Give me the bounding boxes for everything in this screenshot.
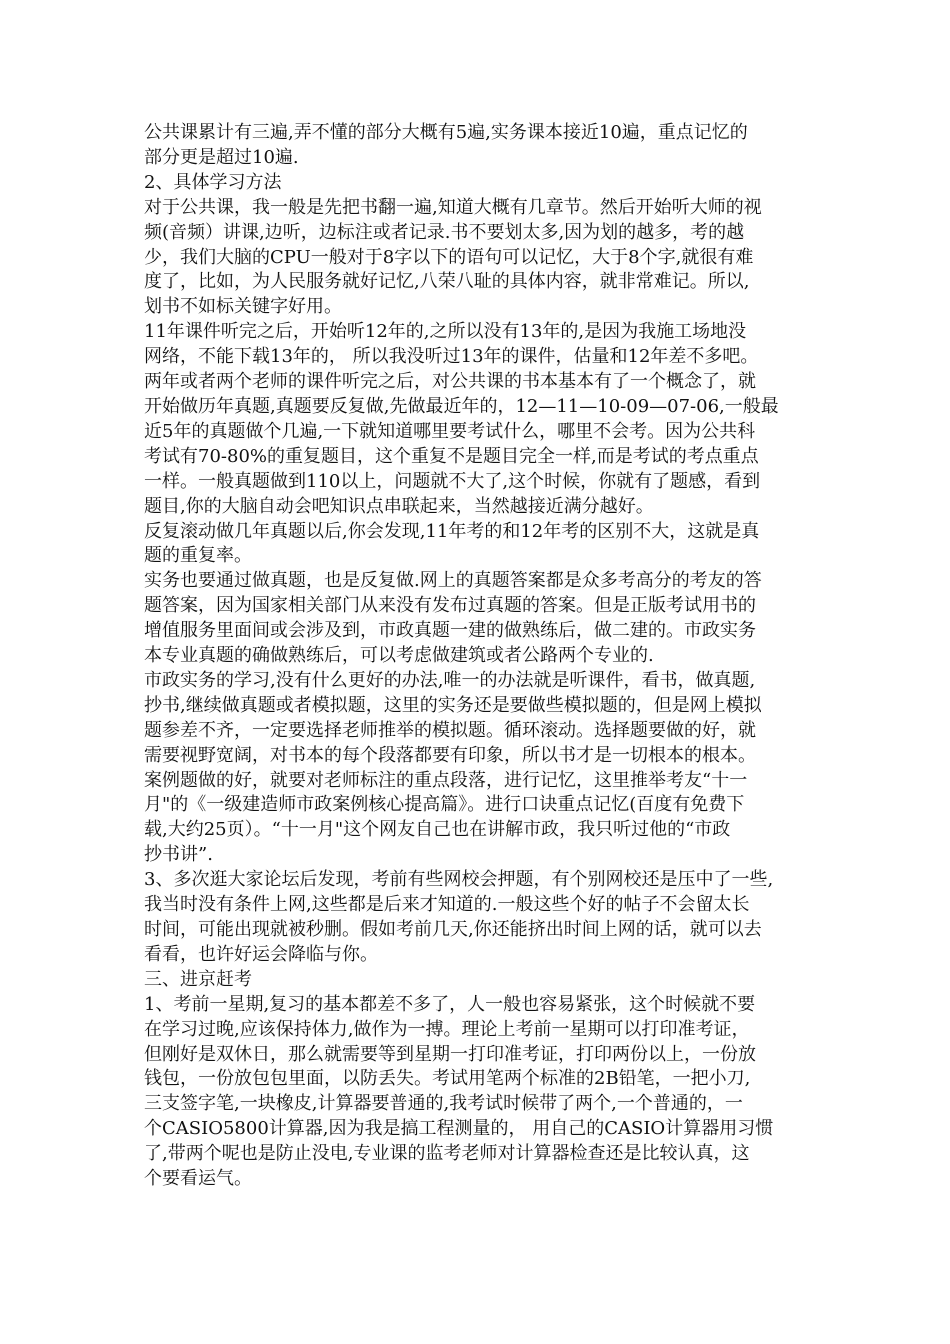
text-line: 考试有70-80%的重复题目，这个重复不是题目完全一样,而是考试的考点重点 bbox=[144, 445, 759, 467]
paragraph-review-count bbox=[144, 121, 812, 171]
text-line: 了,带两个呢也是防止没电,专业课的监考老师对计算器检查还是比较认真，这 bbox=[144, 1143, 750, 1165]
paragraph-public-course bbox=[144, 196, 812, 321]
text-line: 抄书,继续做真题或者模拟题，这里的实务还是要做些模拟题的，但是网上模拟 bbox=[144, 694, 762, 716]
text-line: 个CASIO5800计算器,因为我是搞工程测量的， 用自己的CASIO计算器用习惯 bbox=[144, 1118, 774, 1140]
section-heading-go-to-exam bbox=[144, 968, 812, 993]
paragraph-practice bbox=[144, 569, 812, 669]
text-line: 题的重复率。 bbox=[144, 545, 252, 567]
text-line: 题参差不齐，一定要选择老师推举的模拟题。循环滚动。选择题要做的好，就 bbox=[144, 719, 756, 741]
text-line: 近5年的真题做个几遍,一下就知道哪里要考试什么，哪里不会考。因为公共科 bbox=[144, 420, 756, 442]
text-line: 在学习过晚,应该保持体力,做作为一搏。理论上考前一星期可以打印准考证， bbox=[144, 1018, 750, 1040]
text-line: 对于公共课，我一般是先把书翻一遍,知道大概有几章节。然后开始听大师的视 bbox=[144, 196, 762, 218]
text-line: 月"的《一级建造师市政案例核心提高篇》。进行口诀重点记忆(百度有免费下 bbox=[144, 794, 745, 816]
text-line: 题答案，因为国家相关部门从来没有发布过真题的答案。但是正版考试用书的 bbox=[144, 595, 756, 617]
text-line: 两年或者两个老师的课件听完之后，对公共课的书本基本有了一个概念了，就 bbox=[144, 371, 756, 393]
text-line: 少，我们大脑的CPU一般对于8字以下的语句可以记忆，大于8个字,就很有难 bbox=[144, 246, 754, 268]
paragraph-forum bbox=[144, 868, 812, 968]
document-page bbox=[144, 121, 812, 1192]
text-line: 市政实务的学习,没有什么更好的办法,唯一的办法就是听课件，看书，做真题, bbox=[144, 669, 756, 691]
paragraph-repeat-rate bbox=[144, 520, 812, 570]
text-line: 本专业真题的确做熟练后，可以考虑做建筑或者公路两个专业的. bbox=[144, 645, 654, 667]
text-line: 三支签字笔,一块橡皮,计算器要普通的,我考试时候带了两个,一个普通的，一 bbox=[144, 1093, 743, 1115]
text-line: 实务也要通过做真题，也是反复做.网上的真题答案都是众多考高分的考友的答 bbox=[144, 570, 762, 592]
paragraph-courseware bbox=[144, 320, 812, 519]
text-line: 2、具体学习方法 bbox=[144, 171, 282, 193]
text-line: 载,大约25页）。“十一月"这个网友自己也在讲解市政，我只听过他的“市政 bbox=[144, 819, 731, 841]
text-line: 个要看运气。 bbox=[144, 1168, 252, 1190]
text-line: 增值服务里面间或会涉及到，市政真题一建的做熟练后，做二建的。市政实务 bbox=[144, 620, 756, 642]
text-line: 公共课累计有三遍,弄不懂的部分大概有5遍,实务课本接近10遍，重点记忆的 bbox=[144, 122, 748, 143]
text-line: 钱包，一份放包包里面，以防丢失。考试用笔两个标准的2B铅笔，一把小刀, bbox=[144, 1068, 751, 1090]
text-line: 需要视野宽阔，对书本的每个段落都要有印象，所以书才是一切根本的根本。 bbox=[144, 744, 756, 766]
section-heading-study-method bbox=[144, 171, 812, 196]
text-line: 反复滚动做几年真题以后,你会发现,11年考的和12年考的区别不大，这就是真 bbox=[144, 520, 760, 542]
text-line: 三、进京赶考 bbox=[144, 968, 252, 990]
text-line: 看看，也许好运会降临与你。 bbox=[144, 943, 378, 965]
text-line: 11年课件听完之后，开始听12年的,之所以没有13年的,是因为我施工场地没 bbox=[144, 321, 747, 343]
text-line: 抄书讲”. bbox=[144, 844, 213, 866]
text-line: 时间，可能出现就被秒删。假如考前几天,你还能挤出时间上网的话，就可以去 bbox=[144, 919, 762, 940]
text-line: 开始做历年真题,真题要反复做,先做最近年的，12—11—10-09—07-06,一般最 bbox=[144, 395, 779, 417]
text-line: 划书不如标关键字好用。 bbox=[144, 296, 342, 318]
text-line: 网络，不能下载13年的， 所以我没听过13年的课件，估量和12年差不多吧。 bbox=[144, 346, 759, 368]
text-line: 度了，比如，为人民服务就好记忆,八荣八耻的具体内容，就非常难记。所以, bbox=[144, 271, 750, 293]
text-line: 但刚好是双休日，那么就需要等到星期一打印准考证，打印两份以上，一份放 bbox=[144, 1043, 756, 1065]
text-line: 一样。一般真题做到110以上，问题就不大了,这个时候，你就有了题感，看到 bbox=[144, 470, 761, 492]
text-line: 频(音频）讲课,边听，边标注或者记录.书不要划太多,因为划的越多，考的越 bbox=[144, 221, 745, 243]
paragraph-week-before bbox=[144, 993, 812, 1192]
text-line: 1、考前一星期,复习的基本都差不多了，人一般也容易紧张，这个时候就不要 bbox=[144, 993, 756, 1015]
text-line: 我当时没有条件上网,这些都是后来才知道的.一般这些个好的帖子不会留太长 bbox=[144, 894, 750, 916]
text-line: 3、多次逛大家论坛后发现，考前有些网校会押题，有个别网校还是压中了一些, bbox=[144, 869, 774, 891]
paragraph-municipal bbox=[144, 669, 812, 868]
text-line: 题目,你的大脑自动会吧知识点串联起来，当然越接近满分越好。 bbox=[144, 495, 654, 517]
text-line: 部分更是超过10遍. bbox=[144, 146, 299, 168]
text-line: 案例题做的好，就要对老师标注的重点段落，进行记忆，这里推举考友“十一 bbox=[144, 769, 748, 791]
